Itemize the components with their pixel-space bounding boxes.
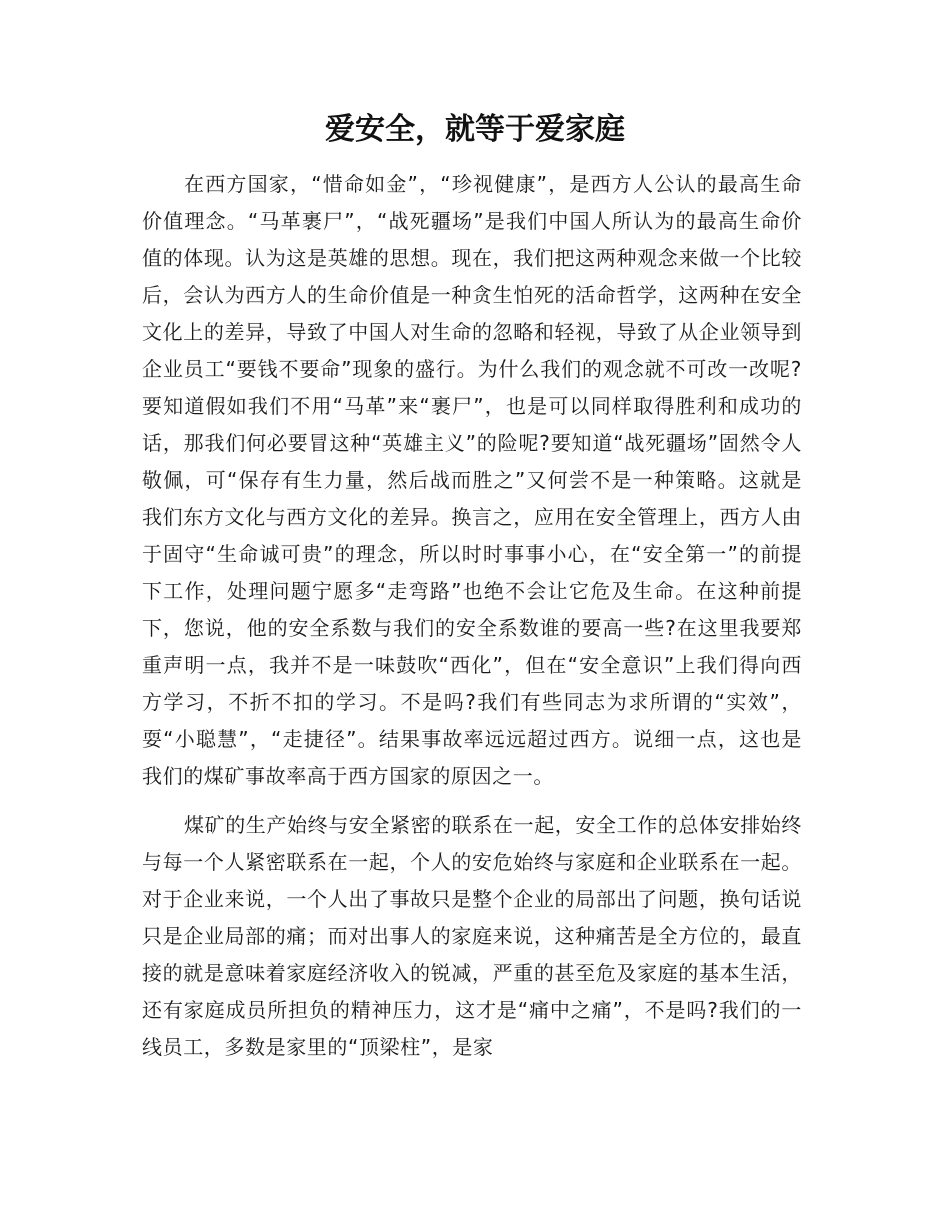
paragraph-2: 煤矿的生产始终与安全紧密的联系在一起，安全工作的总体安排始终与每一个人紧密联系在一起，个人的安危始终与家庭和企业联系在一起。对于企业来说，一个人出了事故只是整个企业的局部出了问题，换句话说只是企业局部的痛；而对出事人的家庭来说，这种痛苦是全方位的，最直接的就是意味着家庭经济收入的锐减，严重的甚至危及家庭的基本生活，还有家庭成员所担负的精神压力，这才是“痛中之痛”，不是吗?我们的一线员工，多数是家里的“顶梁柱”，是家 [142,813,802,1059]
document-body [142,166,802,1066]
paragraph-1: 在西方国家，“惜命如金”，“珍视健康”，是西方人公认的最高生命价值理念。“马革裹尸”，“战死疆场”是我们中国人所认为的最高生命价值的体现。认为这是英雄的思想。现在，我们把这两种观念来做一个比较后，会认为西方人的生命价值是一种贪生怕死的活命哲学，这两种在安全文化上的差异，导致了中国人对生命的忽略和轻视，导致了从企业领导到企业员工“要钱不要命”现象的盛行。为什么我们的观念就不可改一改呢?要知道假如我们不用“马革”来“裹尸”，也是可以同样取得胜利和成功的话，那我们何必要冒这种“英雄主义”的险呢?要知道“战死疆场”固然令人敬佩，可“保存有生力量，然后战而胜之”又何尝不是一种策略。这就是我们东方文化与西方文化的差异。换言之，应用在安全管理上，西方人由于固守“生命诚可贵”的理念，所以时时事事小心，在“安全第一”的前提下工作，处理问题宁愿多“走弯路”也绝不会让它危及生命。在这种前提下，您说，他的安全系数与我们的安全系数谁的要高一些?在这里我要郑重声明一点，我并不是一味鼓吹“西化”，但在“安全意识”上我们得向西方学习，不折不扣的学习。不是吗?我们有些同志为求所谓的“实效”，耍“小聪慧”，“走捷径”。结果事故率远远超过西方。说细一点，这也是我们的煤矿事故率高于西方国家的原因之一。 [142,172,802,788]
document-title: 爱安全，就等于爱家庭 [325,112,625,147]
